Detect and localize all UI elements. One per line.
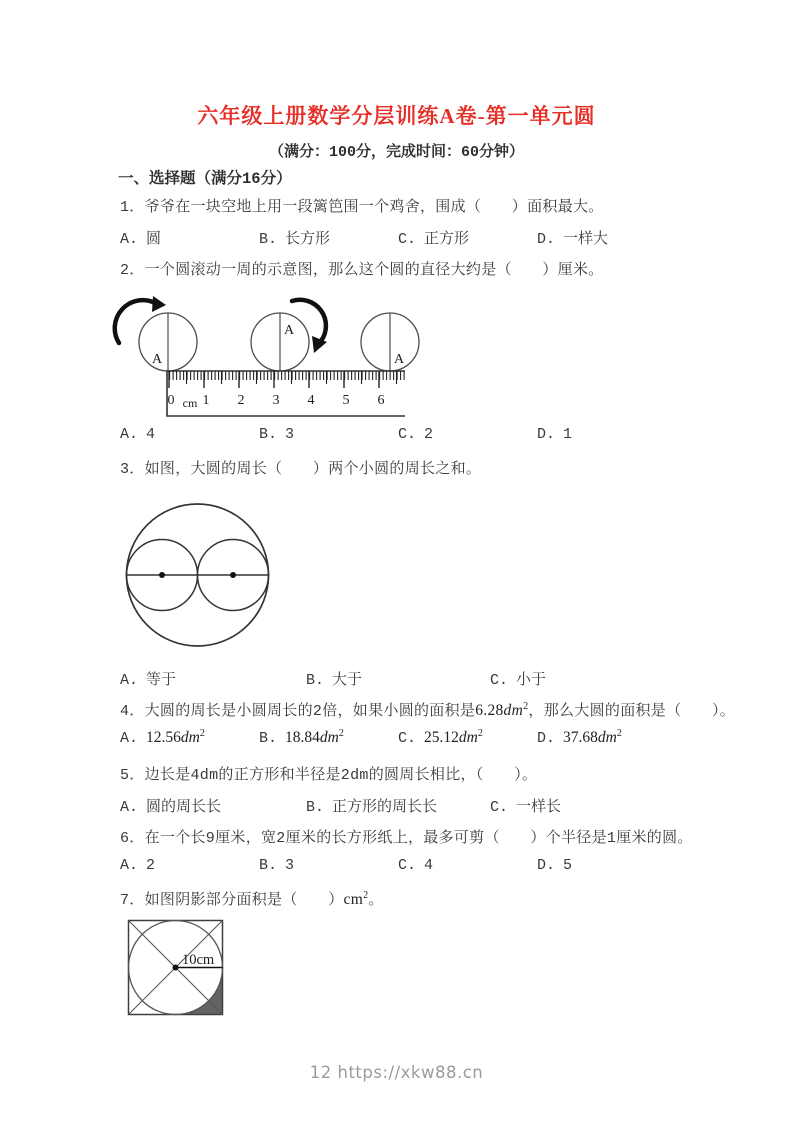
option-c: C. $25.12dm^2$	[398, 727, 483, 747]
point-a-label: A	[152, 352, 163, 367]
option-b: B. 长方形	[259, 231, 331, 248]
option-c: C. 4	[398, 857, 434, 874]
option-b: B. $18.84dm^2$	[259, 727, 344, 747]
question-5-stem: 5．边长是4dm的正方形和半径是2dm的圆周长相比，（ ）。	[120, 767, 538, 784]
ruler-number: 0	[167, 393, 175, 408]
question-4-stem: 4．大圆的周长是小圆周长的2倍，如果小圆的面积是$6.28dm^2$，那么大圆的面积是（ ）。	[120, 700, 736, 720]
worksheet-title: 六年级上册数学分层训练A卷-第一单元圆	[197, 104, 596, 128]
figure-big-and-small-circles	[124, 501, 272, 651]
ruler	[167, 371, 405, 416]
option-d: D. 1	[537, 426, 573, 443]
question-1-stem: 1．爷爷在一块空地上用一段篱笆围一个鸡舍，围成（ ）面积最大。	[120, 199, 604, 216]
option-a: A. 圆的周长长	[120, 799, 222, 816]
option-a: A. 圆	[120, 231, 162, 248]
center-dot	[159, 572, 165, 578]
option-d: D. 一样大	[537, 231, 609, 248]
rotation-arrow-icon	[292, 300, 326, 341]
ruler-number: 4	[307, 393, 315, 408]
ruler-number: 3	[272, 393, 280, 408]
radius-label: 10cm	[182, 952, 215, 968]
option-a: A. 2	[120, 857, 156, 874]
option-d: D. 5	[537, 857, 573, 874]
option-c: C. 一样长	[490, 799, 562, 816]
option-b: B. 3	[259, 857, 295, 874]
worksheet-subtitle: （满分：100分，完成时间：60分钟）	[268, 144, 524, 161]
ruler-unit-label: cm	[182, 396, 198, 410]
ruler-number: 2	[237, 393, 245, 408]
option-c: C. 小于	[490, 672, 547, 689]
option-a: A. 等于	[120, 672, 177, 689]
option-d: D. $37.68dm^2$	[537, 727, 622, 747]
option-c: C. 2	[398, 426, 434, 443]
figure-rolling-circle-ruler	[108, 291, 438, 421]
option-b: B. 3	[259, 426, 295, 443]
option-a: A. $12.56dm^2$	[120, 727, 205, 747]
question-7-stem: 7．如图阴影部分面积是（ ）$cm^2$。	[120, 889, 384, 909]
option-b: B. 正方形的周长长	[306, 799, 438, 816]
rotation-arrow-icon	[115, 300, 155, 343]
option-c: C. 正方形	[398, 231, 470, 248]
ruler-number: 5	[342, 393, 350, 408]
option-b: B. 大于	[306, 672, 363, 689]
option-a: A. 4	[120, 426, 156, 443]
center-dot	[173, 965, 179, 971]
arrowhead-icon	[152, 296, 166, 312]
question-3-stem: 3．如图，大圆的周长（ ）两个小圆的周长之和。	[120, 461, 482, 478]
point-a-label: A	[394, 352, 405, 367]
center-dot	[230, 572, 236, 578]
ruler-number: 1	[202, 393, 210, 408]
point-a-label: A	[284, 323, 295, 338]
section-heading: 一、选择题（满分16分）	[118, 170, 292, 188]
question-6-stem: 6．在一个长9厘米，宽2厘米的长方形纸上，最多可剪（ ）个半径是1厘米的圆。	[120, 830, 693, 847]
figure-square-inscribed-circle	[127, 919, 224, 1016]
ruler-number: 6	[377, 393, 385, 408]
question-2-stem: 2．一个圆滚动一周的示意图，那么这个圆的直径大约是（ ）厘米。	[120, 262, 604, 279]
footer-watermark: 12 https://xkw88.cn	[309, 1063, 484, 1082]
